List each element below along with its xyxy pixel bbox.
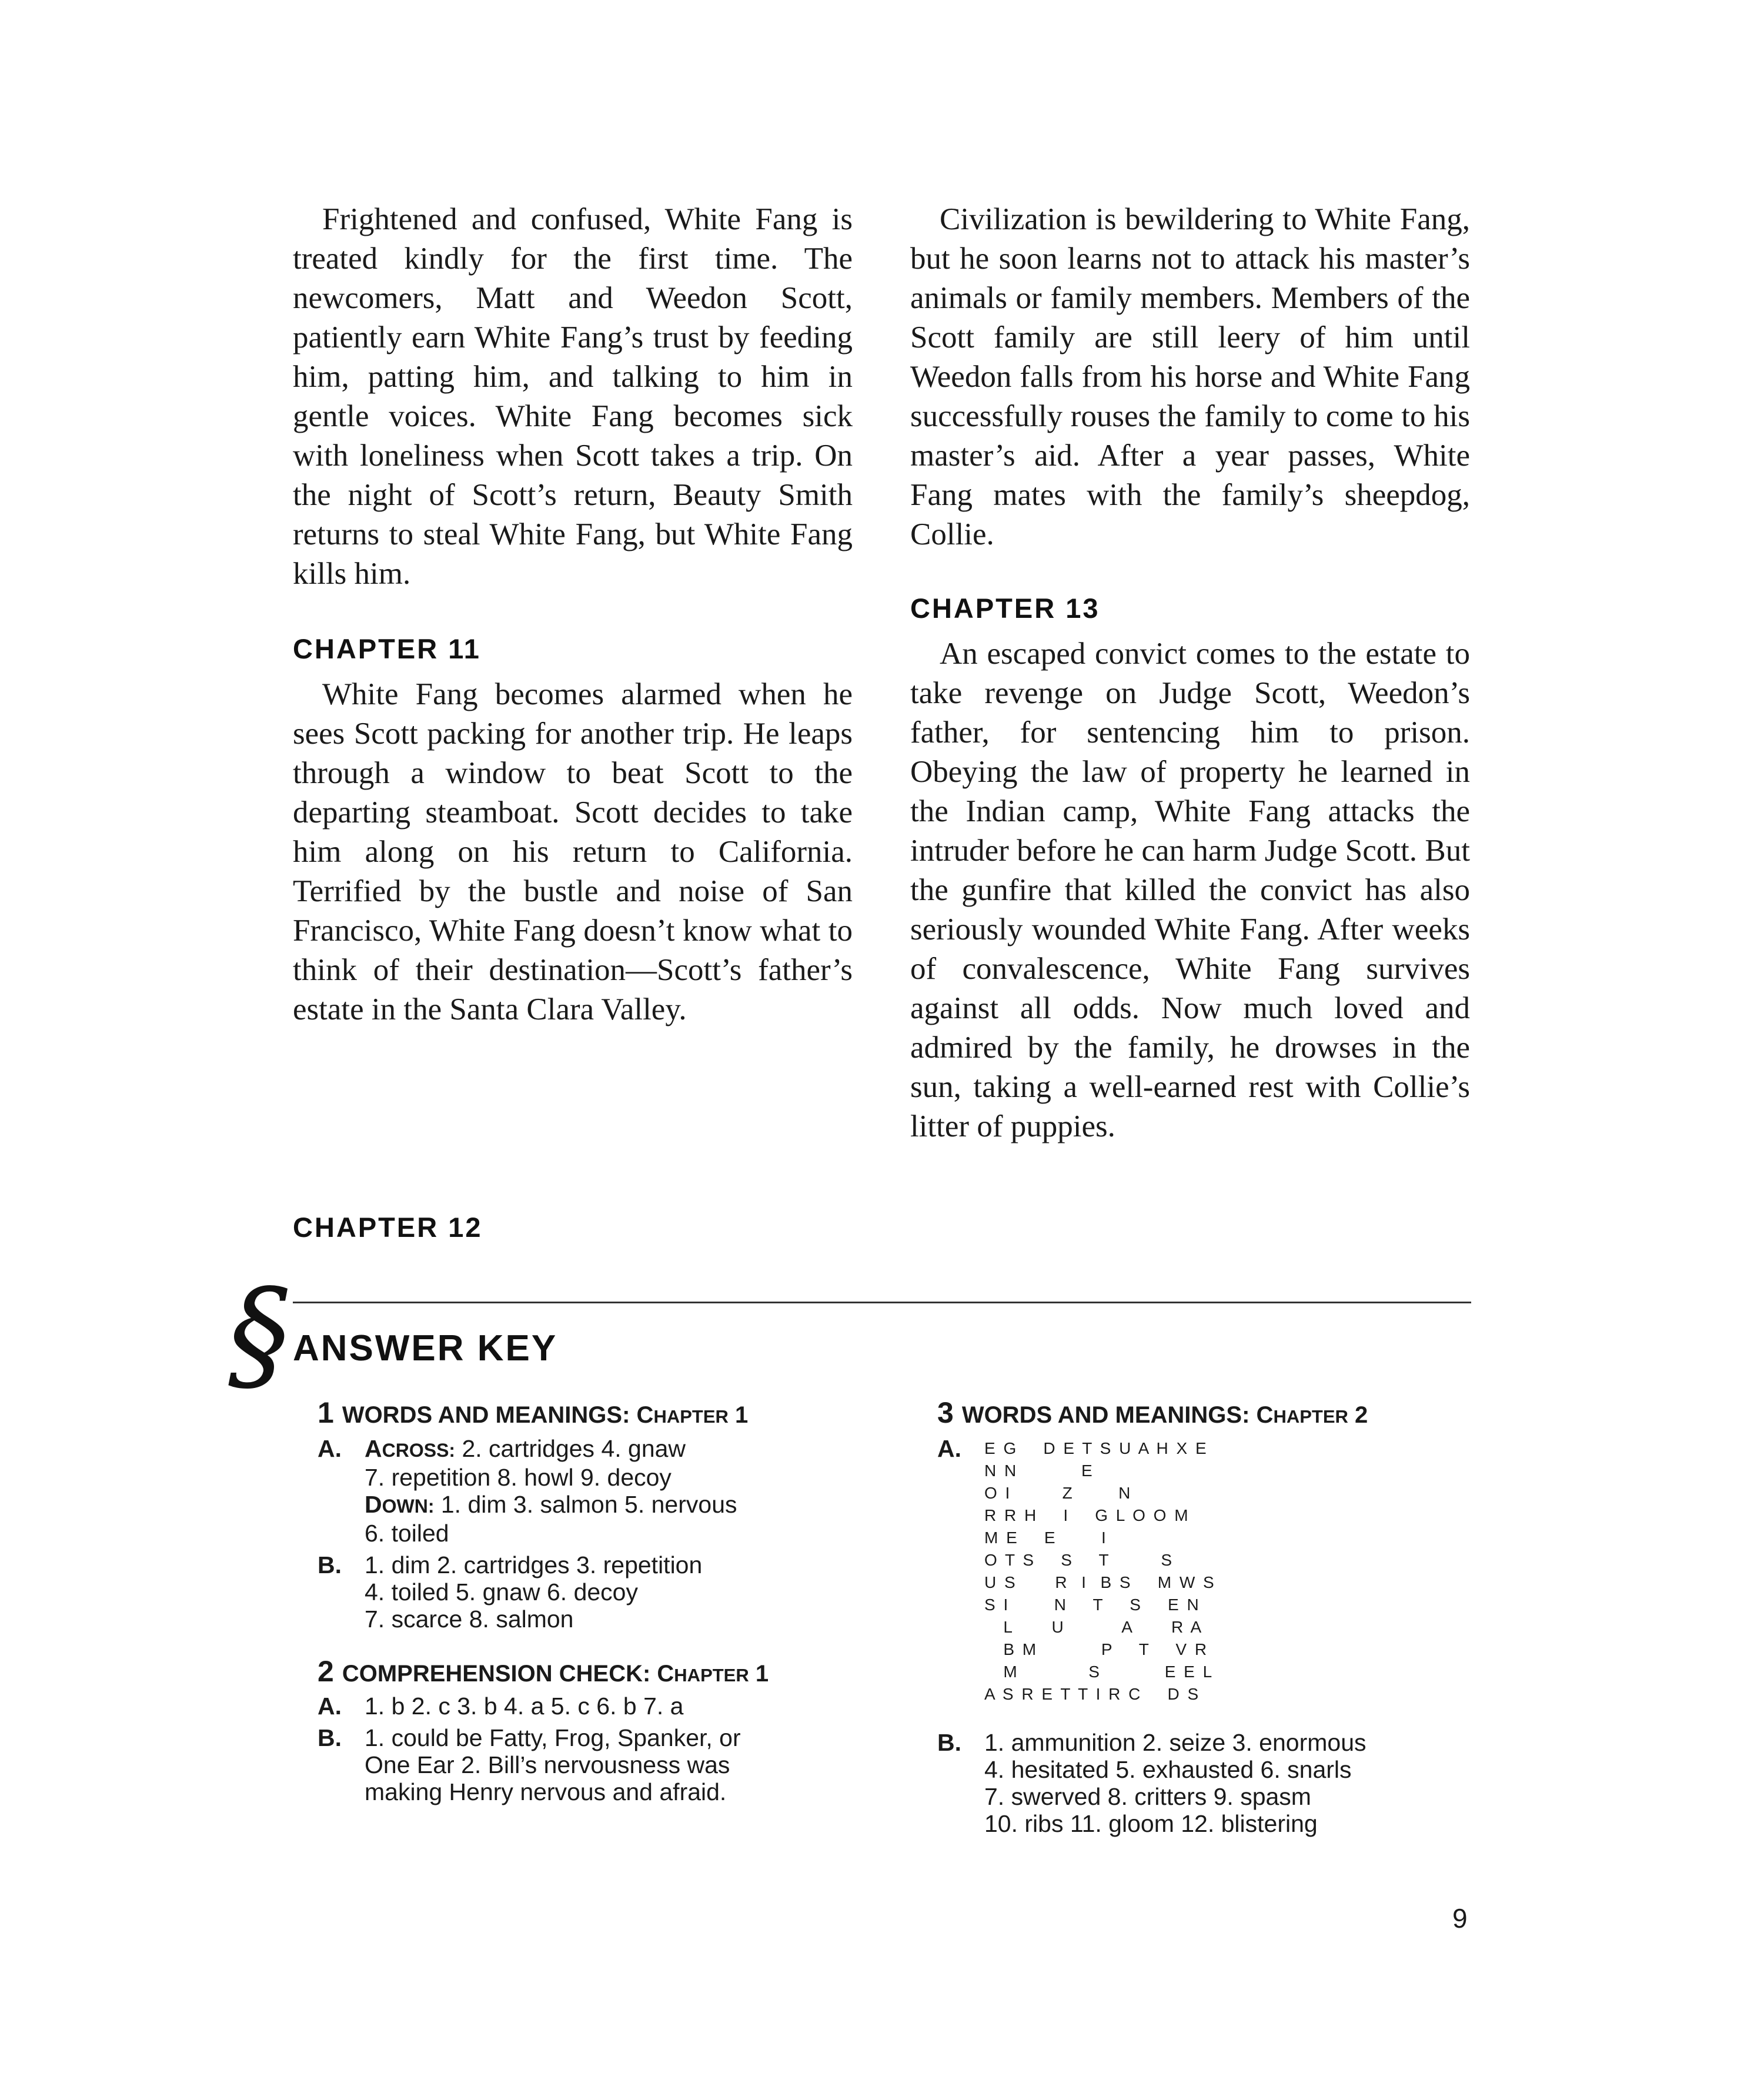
- chapter-11-paragraph: White Fang becomes alarmed when he sees Scott packing for another trip. He leaps through a window to beat Scott to the departing steamboat. Scott decides to take him along on his return to California. Terrified by the bustle and noise of San Francisco, White Fang doesn’t know what to think of their destination—Scott’s father’s estate in the Santa Clara Valley.: [293, 677, 853, 1026]
- chapter-13-heading: CHAPTER 13: [910, 593, 1100, 624]
- page-number: 9: [1452, 1903, 1468, 1934]
- answer-letter: A.: [318, 1435, 342, 1462]
- answer-line: 6. toiled: [365, 1520, 449, 1547]
- word-search-row: O I Z N: [984, 1484, 1132, 1502]
- section-mark-icon: §: [228, 1262, 290, 1406]
- answer-a: [318, 1693, 769, 1720]
- answer-letter: A.: [318, 1693, 342, 1720]
- word-search-row: A S R E T T I R C D S: [984, 1685, 1201, 1703]
- left-column: [293, 200, 853, 1029]
- word-search-row: E G D E T S U A H X E: [984, 1439, 1208, 1457]
- word-search-row: S I N T S E N: [984, 1596, 1201, 1614]
- word-search-row: B M P T V R: [984, 1640, 1209, 1658]
- answer-b: [318, 1724, 769, 1805]
- heading-text: WORDS AND MEANINGS:: [342, 1402, 637, 1428]
- word-search-row: N N E: [984, 1461, 1094, 1480]
- heading-text: COMPREHENSION CHECK:: [342, 1661, 657, 1687]
- answer-line: 1. ammunition 2. seize 3. enormous: [984, 1729, 1367, 1756]
- answer-line: 2. cartridges 4. gnaw: [455, 1435, 686, 1462]
- answer-a: [937, 1435, 1368, 1705]
- answer-b: [318, 1551, 748, 1633]
- section-number: 2: [318, 1655, 334, 1688]
- down-label: DOWN:: [365, 1491, 435, 1518]
- answer-line: 7. swerved 8. critters 9. spasm: [984, 1783, 1311, 1810]
- heading-small: HAPTER: [653, 1406, 729, 1427]
- section-2-heading: [318, 1657, 769, 1690]
- answer-letter: B.: [318, 1551, 342, 1578]
- answer-section-3: [937, 1398, 1368, 1837]
- right-column: [910, 200, 1470, 1146]
- word-search-row: L U A R A: [984, 1618, 1204, 1636]
- heading-num: 2: [1348, 1402, 1368, 1428]
- word-search-row: M E E I: [984, 1529, 1108, 1547]
- answer-line: 7. repetition 8. howl 9. decoy: [365, 1464, 671, 1491]
- answer-line: 1. dim 3. salmon 5. nervous: [434, 1491, 737, 1518]
- answer-line: 1. dim 2. cartridges 3. repetition: [365, 1551, 703, 1578]
- heading-text: WORDS AND MEANINGS:: [961, 1402, 1257, 1428]
- answer-letter: B.: [937, 1729, 961, 1756]
- answer-section-1: [318, 1398, 748, 1633]
- heading-cap: C: [636, 1402, 654, 1428]
- section-3-heading: [937, 1398, 1368, 1432]
- word-search-row: O T S S T S: [984, 1551, 1174, 1569]
- answer-a: [318, 1435, 748, 1547]
- word-search-row: U S R I B S M W S: [984, 1573, 1216, 1591]
- answer-line: One Ear 2. Bill’s nervousness was: [365, 1751, 730, 1778]
- word-search-row: R R H I G L O O M: [984, 1506, 1190, 1524]
- heading-cap: C: [1256, 1402, 1274, 1428]
- chapter-12-heading: CHAPTER 12: [293, 1212, 483, 1243]
- heading-small: HAPTER: [1273, 1406, 1348, 1427]
- section-number: 1: [318, 1396, 334, 1429]
- word-search-grid: [984, 1435, 1368, 1705]
- answer-line: making Henry nervous and afraid.: [365, 1778, 727, 1805]
- section-number: 3: [937, 1396, 954, 1429]
- section-1-heading: [318, 1398, 748, 1432]
- intro-paragraph: Frightened and confused, White Fang is treated kindly for the first time. The newcomers, Matt and Weedon Scott, patiently earn White Fang’s trust by feeding him, patting him, and talking to him in gentle voices. White Fang becomes sick with loneliness when Scott takes a trip. On the night of Scott’s return, Beauty Smith returns to steal White Fang, but White Fang kills him.: [293, 202, 853, 591]
- heading-small: HAPTER: [674, 1665, 749, 1685]
- answer-key-title: ANSWER KEY: [293, 1328, 558, 1369]
- answer-b: [937, 1729, 1368, 1837]
- answer-letter: B.: [318, 1724, 342, 1751]
- answer-line: 4. toiled 5. gnaw 6. decoy: [365, 1578, 638, 1606]
- heading-cap: C: [657, 1661, 674, 1687]
- chapter-11-heading: CHAPTER 11: [293, 633, 481, 664]
- chapter-13-paragraph: An escaped convict comes to the estate to take revenge on Judge Scott, Weedon’s father, for sentencing him to prison. Obeying the law of property he learned in the Indian camp, White Fang attacks the intruder before he can harm Judge Scott. But the gunfire that killed the convict has also seriously wounded White Fang. After weeks of convalescence, White Fang survives against all odds. Now much loved and admired by the family, he drowses in the sun, taking a well-earned rest with Collie’s litter of puppies.: [910, 637, 1470, 1143]
- word-search-row: M S E E L: [984, 1663, 1214, 1681]
- answer-line: 1. b 2. c 3. b 4. a 5. c 6. b 7. a: [365, 1693, 684, 1720]
- answer-line: 10. ribs 11. gloom 12. blistering: [984, 1810, 1318, 1837]
- answer-line: 1. could be Fatty, Frog, Spanker, or: [365, 1724, 741, 1751]
- answer-line: 4. hesitated 5. exhausted 6. snarls: [984, 1756, 1352, 1783]
- heading-num: 1: [728, 1402, 749, 1428]
- section-divider: [293, 1302, 1471, 1303]
- heading-num: 1: [749, 1661, 769, 1687]
- answer-line: 7. scarce 8. salmon: [365, 1606, 574, 1633]
- answer-section-2: [318, 1657, 769, 1805]
- answer-letter: A.: [937, 1435, 961, 1462]
- across-label: ACROSS:: [365, 1435, 456, 1462]
- chapter-12-paragraph: Civilization is bewildering to White Fang, but he soon learns not to attack his master’s animals or family members. Members of the Scott family are still leery of him until Weedon falls from his horse and White Fang successfully rouses the family to come to his master’s aid. After a year passes, White Fang mates with the family’s sheepdog, Collie.: [910, 202, 1470, 551]
